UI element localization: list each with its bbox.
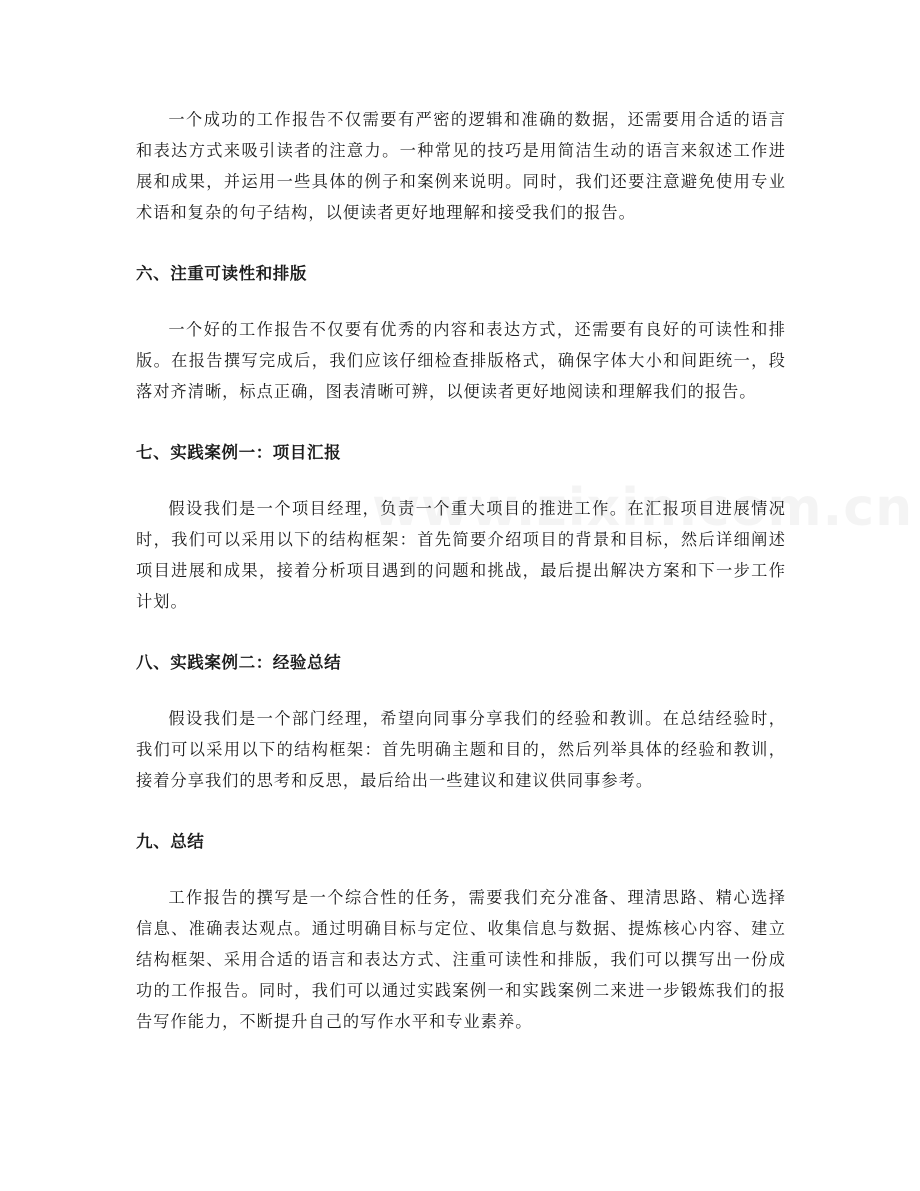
section-6-paragraph: 一个好的工作报告不仅要有优秀的内容和表达方式，还需要有良好的可读性和排版。在报告撰写完成后，我们应该仔细检查排版格式，确保字体大小和间距统一，段落对齐清晰，标点正确，图表清晰可辨，以便读者更好地阅读和理解我们的报告。: [136, 320, 786, 401]
section-7-heading: 七、实践案例一：项目汇报: [136, 443, 342, 462]
section-8-heading: 八、实践案例二：经验总结: [136, 653, 342, 672]
section-6-heading: 六、注重可读性和排版: [136, 264, 307, 283]
document-body: [136, 104, 786, 1037]
section-9-paragraph: 工作报告的撰写是一个综合性的任务，需要我们充分准备、理清思路、精心选择信息、准确表达观点。通过明确目标与定位、收集信息与数据、提炼核心内容、建立结构框架、采用合适的语言和表达方式、注重可读性和排版，我们可以撰写出一份成功的工作报告。同时，我们可以通过实践案例一和实践案例二来进一步锻炼我们的报告写作能力，不断提升自己的写作水平和专业素养。: [136, 888, 786, 1031]
section-9-heading: 九、总结: [136, 832, 205, 851]
section-8-paragraph: 假设我们是一个部门经理，希望向同事分享我们的经验和教训。在总结经验时，我们可以采用以下的结构框架：首先明确主题和目的，然后列举具体的经验和教训，接着分享我们的思考和反思，最后给出一些建议和建议供同事参考。: [136, 709, 786, 790]
intro-paragraph: 一个成功的工作报告不仅需要有严密的逻辑和准确的数据，还需要用合适的语言和表达方式来吸引读者的注意力。一种常见的技巧是用简洁生动的语言来叙述工作进展和成果，并运用一些具体的例子和案例来说明。同时，我们还要注意避免使用专业术语和复杂的句子结构，以便读者更好地理解和接受我们的报告。: [136, 110, 786, 222]
section-7-paragraph: 假设我们是一个项目经理，负责一个重大项目的推进工作。在汇报项目进展情况时，我们可以采用以下的结构框架：首先简要介绍项目的背景和目标，然后详细阐述项目进展和成果，接着分析项目遇到的问题和挑战，最后提出解决方案和下一步工作计划。: [136, 499, 786, 611]
